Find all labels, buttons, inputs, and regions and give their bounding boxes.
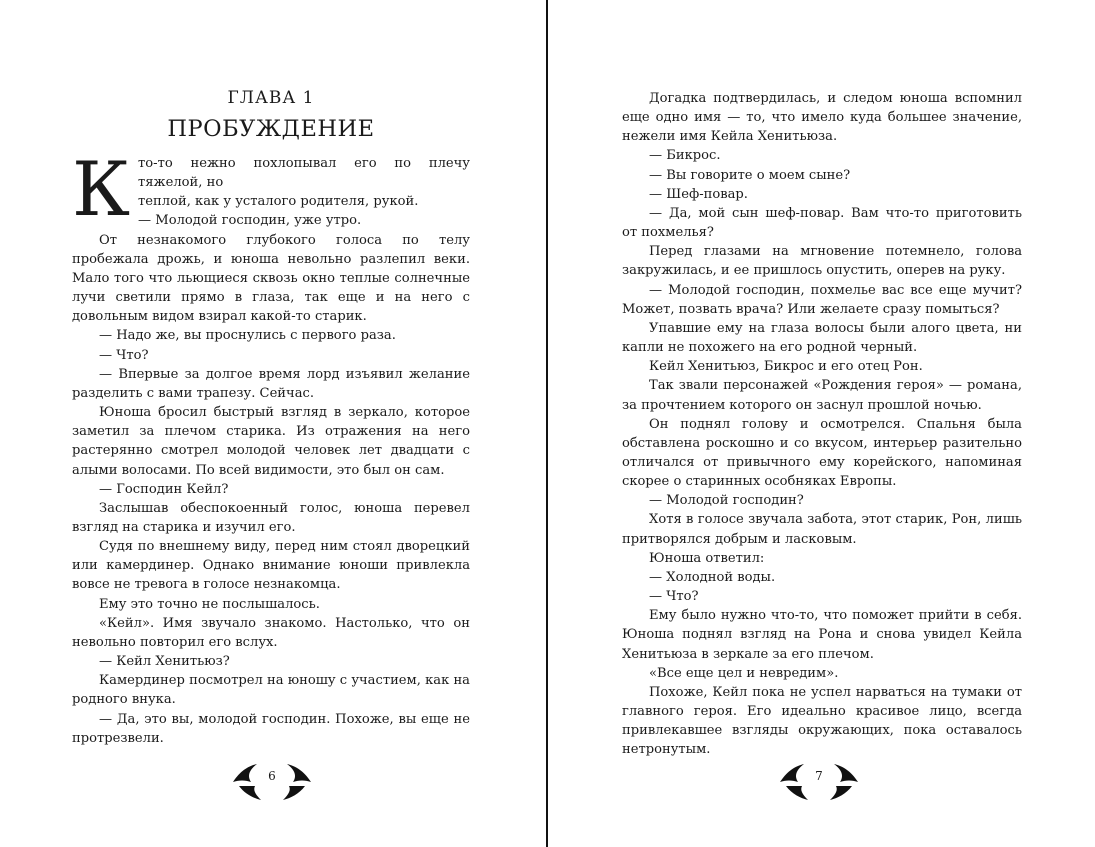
paragraph: — Вы говорите о моем сыне? <box>649 167 851 183</box>
right-page <box>548 0 1095 847</box>
paragraph: — Да, это вы, молодой господин. Похоже, вы еще не протрезвели. <box>72 711 470 746</box>
paragraph: — Молодой господин? <box>649 493 804 509</box>
page-number: 7 <box>815 769 823 783</box>
paragraph: — Что? <box>649 589 699 605</box>
paragraph: Заслышав обеспокоенный голос, юноша перевел взгляд на старика и изучил его. <box>72 500 470 535</box>
paragraph: Юноша ответил: <box>649 550 765 566</box>
paragraph: Ему это точно не послышалось. <box>99 596 320 612</box>
paragraph: — Кейл Хенитьюз? <box>99 654 230 670</box>
chapter-number: ГЛАВА 1 <box>227 88 315 108</box>
right-page-footer <box>774 760 864 804</box>
right-page-body <box>622 89 1022 759</box>
opening-line-3: — Молодой господин, уже утро. <box>138 213 362 229</box>
paragraph: Юноша бросил быстрый взгляд в зеркало, которое заметил за плечом старика. Из отражения на него растерянно смотрел молодой человек лет двадцати с алыми волосами. По всей видимости, это был он сам. <box>72 405 470 478</box>
paragraph: Перед глазами на мгновение потемнело, голова закружилась, и ее пришлось опустить, оперев на руку. <box>622 244 1022 279</box>
paragraph: — Бикрос. <box>649 148 721 164</box>
opening-line-2: теплой, как у усталого родителя, рукой. <box>138 194 419 210</box>
paragraph: Так звали персонажей «Рождения героя» — романа, за прочтением которого он заснул прошлой ночью. <box>622 378 1022 413</box>
opening-paragraph <box>72 145 470 233</box>
paragraph: — Надо же, вы проснулись с первого раза. <box>99 328 396 344</box>
paragraph: Догадка подтвердилась, и следом юноша вспомнил еще одно имя — то, что имело куда большее значение, нежели имя Кейла Хенитьюза. <box>622 91 1022 145</box>
paragraph: — Холодной воды. <box>649 569 776 585</box>
paragraph: Похоже, Кейл пока не успел нарваться на тумаки от главного героя. Его идеально красивое лицо, всегда привлекавшее взгляды окружающих, пока оставалось нетронутым. <box>622 684 1022 758</box>
paragraph: — Молодой господин, похмелье вас все еще мучит? Может, позвать врача? Или желаете сразу помыться? <box>622 282 1022 317</box>
paragraph: Ему было нужно что-то, что поможет прийти в себя. Юноша поднял взгляд на Рона и снова увидел Кейла Хенитьюза в зеркале за его плечом. <box>622 608 1022 662</box>
paragraph: — Господин Кейл? <box>99 481 229 497</box>
page-number: 6 <box>268 769 276 783</box>
paragraph: Судя по внешнему виду, перед ним стоял дворецкий или камердинер. Однако внимание юноши привлекла вовсе не тревога в голосе незнакомца. <box>72 539 470 593</box>
paragraph: Он поднял голову и осмотрелся. Спальня была обставлена роскошно и со вкусом, интерьер разительно отличался от привычного ему корейского, напоминая скорее о старинных особняках Европы. <box>622 416 1022 490</box>
chapter-title: ПРОБУЖДЕНИЕ <box>167 116 375 142</box>
paragraph: — Да, мой сын шеф-повар. Вам что-то приготовить от похмелья? <box>622 205 1022 241</box>
paragraph: Кейл Хенитьюз, Бикрос и его отец Рон. <box>649 359 923 375</box>
drop-cap: К <box>72 145 131 233</box>
paragraph: Хотя в голосе звучала забота, этот старик, Рон, лишь притворялся добрым и ласковым. <box>622 512 1022 547</box>
paragraph: — Шеф-повар. <box>649 186 748 202</box>
opening-line-1: то-то нежно похлопывал его по плечу тяжелой, но <box>138 156 470 191</box>
paragraph: — Впервые за долгое время лорд изъявил желание разделить с вами трапезу. Сейчас. <box>72 366 470 401</box>
paragraph: Упавшие ему на глаза волосы были алого цвета, ни капли не похожего на его родной черный. <box>622 320 1022 356</box>
paragraph: Камердинер посмотрел на юношу с участием, как на родного внука. <box>72 673 470 708</box>
left-page <box>0 0 546 847</box>
paragraph: От незнакомого глубокого голоса по телу пробежала дрожь, и юноша невольно разлепил веки. Мало того что льющиеся сквозь окно теплые солнечные лучи светили прямо в глаза, так еще и на него с довольным видом взирал какой-то старик. <box>72 232 470 325</box>
paragraph: «Кейл». Имя звучало знакомо. Настолько, что он невольно повторил его вслух. <box>72 615 470 650</box>
left-page-footer <box>227 760 317 804</box>
paragraph: «Все еще цел и невредим». <box>649 665 839 681</box>
paragraph: — Что? <box>99 347 149 363</box>
left-page-body <box>72 145 470 748</box>
